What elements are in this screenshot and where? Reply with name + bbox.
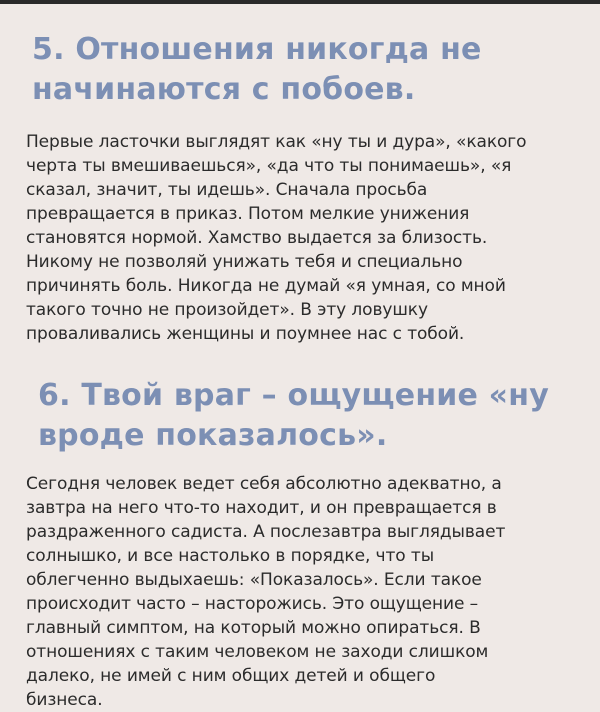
heading-line: начинаются с побоев. [32, 72, 416, 107]
paragraph-line: далеко, не имей с ним общих детей и общего [26, 666, 436, 686]
heading-line: 6. Твой враг – ощущение «ну [38, 378, 549, 413]
paragraph-line: отношениях с таким человеком не заходи слишком [26, 642, 489, 662]
paragraph-line: завтра на него что-то находит, и он превращается в [26, 498, 497, 518]
section-6-paragraph [26, 472, 505, 712]
paragraph-line: черта ты вмешиваешься», «да что ты понимаешь», «я [26, 156, 512, 176]
paragraph-line: превращается в приказ. Потом мелкие унижения [26, 204, 470, 224]
paragraph-line: причинять боль. Никогда не думай «я умная, со мной [26, 276, 506, 296]
paragraph-line: происходит часто – насторожись. Это ощущение – [26, 594, 479, 614]
heading-line: 5. Отношения никогда не [32, 32, 482, 67]
section-5-heading [32, 30, 482, 110]
paragraph-line: Сегодня человек ведет себя абсолютно адекватно, а [26, 474, 502, 494]
paragraph-line: облегченно выдыхаешь: «Показалось». Если такое [26, 570, 482, 590]
paragraph-line: Первые ласточки выглядят как «ну ты и дура», «какого [26, 132, 527, 152]
heading-line: вроде показалось». [38, 418, 388, 453]
paragraph-line: бизнеса. [26, 690, 103, 710]
section-5-paragraph [26, 130, 526, 346]
paragraph-line: солнышко, и все настолько в порядке, что ты [26, 546, 435, 566]
paragraph-line: проваливались женщины и поумнее нас с тобой. [26, 324, 465, 344]
paragraph-line: такого точно не произойдет». В эту ловушку [26, 300, 428, 320]
paragraph-line: главный симптом, на который можно опираться. В [26, 618, 481, 638]
paragraph-line: Никому не позволяй унижать тебя и специально [26, 252, 463, 272]
paragraph-line: становятся нормой. Хамство выдается за близость. [26, 228, 488, 248]
paragraph-line: раздраженного садиста. А послезавтра выглядывает [26, 522, 506, 542]
paragraph-line: сказал, значит, ты идешь». Сначала просьба [26, 180, 428, 200]
section-6-heading [38, 376, 549, 456]
top-edge-strip [0, 0, 600, 4]
